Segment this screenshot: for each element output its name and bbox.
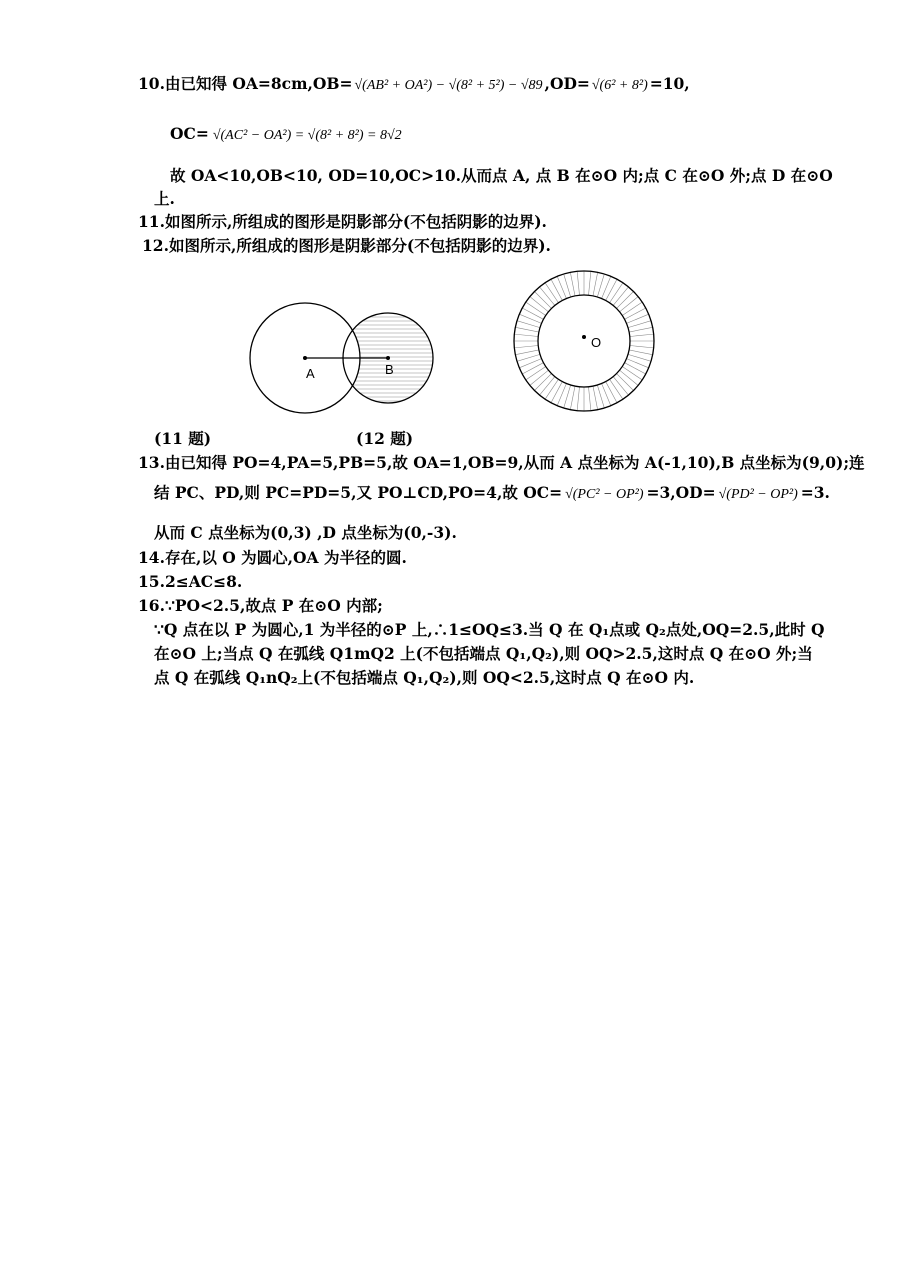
point-o <box>582 335 586 339</box>
point-b <box>386 356 390 360</box>
hatch-ray <box>519 314 541 323</box>
hatch-ray <box>626 359 648 368</box>
hatch-ray <box>629 350 653 355</box>
caption-12: (12 题) <box>356 429 414 448</box>
hatch-ray <box>530 370 549 385</box>
hatch-ray <box>593 272 598 296</box>
q10-od-label: ,OD= <box>544 74 590 93</box>
hatch-ray <box>628 354 651 361</box>
hatch-ray <box>610 283 623 303</box>
hatch-ray <box>630 346 654 348</box>
hatch-ray <box>519 359 541 368</box>
hatch-ray <box>589 387 591 411</box>
hatch-ray <box>514 346 538 348</box>
q10-od-expression: √(6² + 8²) <box>591 78 648 93</box>
q13-oc-expression: √(PC² − OP²) <box>565 487 644 502</box>
hatch-ray <box>626 314 648 323</box>
hatch-ray <box>617 374 634 391</box>
q12-text: 12.如图所示,所组成的图形是阴影部分(不包括阴影的边界). <box>142 236 551 255</box>
hatch-ray <box>530 297 549 312</box>
point-a <box>303 356 307 360</box>
hatch-ray <box>589 271 591 295</box>
hatch-ray <box>551 279 562 300</box>
q16-line1: 16.∵PO<2.5,故点 P 在⊙O 内部; <box>138 596 383 615</box>
hatch-ray <box>622 302 642 315</box>
q11-text: 11.如图所示,所组成的图形是阴影部分(不包括阴影的边界). <box>138 212 547 231</box>
hatch-ray <box>564 385 571 408</box>
figure-12 <box>508 265 660 417</box>
q16-line4: 点 Q 在弧线 Q₁nQ₂上(不包括端点 Q₁,Q₂),则 OQ<2.5,这时点 Q 在⊙O 内. <box>154 668 695 687</box>
hatch-ray <box>545 283 558 303</box>
q10-oc-expression: √(AC² − OA²) = √(8² + 8²) = 8√2 <box>212 128 402 143</box>
hatch-ray <box>593 386 598 410</box>
hatch-ray <box>602 383 611 405</box>
hatch-ray <box>564 274 571 297</box>
hatch-ray <box>577 387 579 411</box>
hatch-ray <box>570 272 575 296</box>
q13-line2-prefix: 结 PC、PD,则 PC=PD=5,又 PO⊥CD,PO=4,故 OC= <box>154 483 563 502</box>
hatch-ray <box>557 276 566 298</box>
hatch-ray <box>557 383 566 405</box>
q14-text: 14.存在,以 O 为圆心,OA 为半径的圆. <box>138 548 407 567</box>
hatch-ray <box>610 379 623 399</box>
q13-line2 <box>154 483 830 505</box>
q13-oc-value: =3,OD= <box>646 483 716 502</box>
q15-text: 15.2≤AC≤8. <box>138 572 243 591</box>
hatch-ray <box>535 374 552 391</box>
q10-line1 <box>138 74 690 96</box>
q16-line3: 在⊙O 上;当点 Q 在弧线 Q1mQ2 上(不包括端点 Q₁,Q₂),则 OQ>2.5,这时点 Q 在⊙O 外;当 <box>154 644 813 663</box>
q13-line1: 13.由已知得 PO=4,PA=5,PB=5,故 OA=1,OB=9,从而 A 点坐标为 A(-1,10),B 点坐标为(9,0);连 <box>138 453 865 472</box>
hatch-ray <box>515 327 539 332</box>
q13-od-expression: √(PD² − OP²) <box>718 487 798 502</box>
hatch-ray <box>535 292 552 309</box>
hatch-ray <box>606 382 617 403</box>
q10-conclusion-1: 故 OA<10,OB<10, OD=10,OC>10.从而点 A, 点 B 在⊙O 内;点 C 在⊙O 外;点 D 在⊙O <box>170 166 833 185</box>
hatch-ray <box>517 354 540 361</box>
hatch-ray <box>620 370 639 385</box>
q10-line2 <box>170 124 402 146</box>
hatch-ray <box>515 350 539 355</box>
hatch-ray <box>620 297 639 312</box>
hatch-ray <box>606 279 617 300</box>
hatch-ray <box>617 292 634 309</box>
hatch-ray <box>522 308 543 319</box>
hatch-ray <box>570 386 575 410</box>
q13-line3: 从而 C 点坐标为(0,3) ,D 点坐标为(0,-3). <box>154 523 457 542</box>
hatch-ray <box>613 287 628 306</box>
hatch-ray <box>597 385 604 408</box>
caption-11: (11 题) <box>154 429 212 448</box>
hatch-ray <box>629 327 653 332</box>
figure-11 <box>245 296 440 420</box>
q10-prefix: 10.由已知得 OA=8cm,OB= <box>138 74 353 93</box>
hatch-ray <box>551 382 562 403</box>
hatch-ray <box>625 363 646 374</box>
hatch-ray <box>522 363 543 374</box>
hatch-ray <box>517 321 540 328</box>
hatch-ray <box>625 308 646 319</box>
hatch-ray <box>540 377 555 396</box>
hatch-ray <box>526 302 546 315</box>
hatch-ray <box>514 334 538 336</box>
label-o: O <box>591 335 602 350</box>
q10-oc-label: OC= <box>170 124 209 143</box>
inner-circle <box>538 295 630 387</box>
q10-conclusion-2: 上. <box>154 189 175 208</box>
q13-od-value: =3. <box>800 483 830 502</box>
hatch-ray <box>613 377 628 396</box>
hatch-ray <box>628 321 651 328</box>
hatch-ray <box>630 334 654 336</box>
hatch-ray <box>577 271 579 295</box>
hatch-ray <box>540 287 555 306</box>
hatch-ray <box>602 276 611 298</box>
hatch-ray <box>545 379 558 399</box>
label-a: A <box>306 366 315 381</box>
label-b: B <box>385 362 394 377</box>
q10-od-value: =10, <box>649 74 690 93</box>
hatch-ray <box>526 367 546 380</box>
q10-ob-expression: √(AB² + OA²) − √(8² + 5²) − √89 <box>354 78 543 93</box>
q16-line2: ∵Q 点在以 P 为圆心,1 为半径的⊙P 上,∴1≤OQ≤3.当 Q 在 Q₁点或 Q₂点处,OQ=2.5,此时 Q <box>154 620 825 639</box>
hatch-ray <box>597 274 604 297</box>
hatch-ray <box>622 367 642 380</box>
